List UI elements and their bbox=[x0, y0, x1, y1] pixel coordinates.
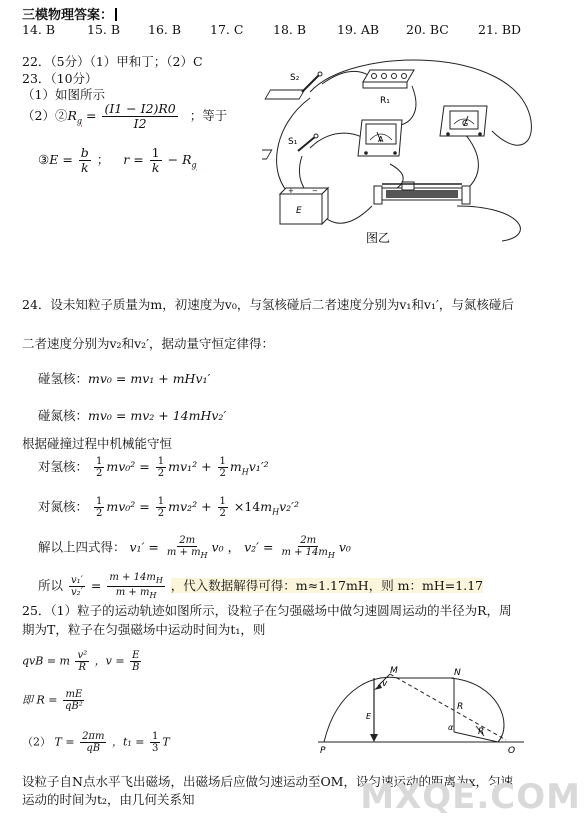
q24-solution: 解以上四式得： v₁′ = $\frac{2m}{m + m_H}$ v₀ ， v₂′ = $\frac{2m}{m + 14m_H}$ v₀ bbox=[38, 535, 351, 560]
svg-text:+: + bbox=[288, 187, 294, 195]
q24-n-momentum: 碰氮核：mv₀ = mv₂ + 14mHv₂′ bbox=[38, 408, 227, 423]
answer-15: 15. B bbox=[87, 22, 121, 37]
label-e-field: E bbox=[366, 712, 372, 721]
r-fraction: $\frac{1}{k}$ bbox=[151, 145, 160, 175]
label-n: N bbox=[454, 668, 461, 678]
radius-2 bbox=[454, 732, 498, 742]
answer-19: 19. AB bbox=[337, 22, 380, 37]
q25-eq3: （2） T = $\frac{2\pi m}{qB}$ ，t₁ = $\frac{1}{3}$ T bbox=[22, 731, 170, 754]
q24-energy-heading: 根据碰撞过程中机械能守恒 bbox=[22, 436, 173, 451]
answer-14: 14. B bbox=[22, 22, 56, 37]
label-v: v bbox=[382, 679, 388, 689]
q25-last2: 运动的时间为t₂，由几何关系知 bbox=[22, 792, 195, 807]
q23-part2-rg: $(2)②R_g$ = $\frac{(I1 - I2)R0}{I2}$ ；等于 bbox=[22, 101, 228, 131]
wire-bottom-right bbox=[457, 206, 520, 241]
q23-heading: 23．（10分） bbox=[22, 71, 98, 86]
label-o: O bbox=[508, 746, 516, 756]
q23-part1: （1）如图所示 bbox=[22, 87, 105, 102]
q24-h-momentum: 碰氢核：mv₀ = mv₁ + mHv₁′ bbox=[38, 371, 211, 386]
label-s1: S₁ bbox=[288, 137, 298, 147]
q24-ratio: 所以 $\frac{\text{v₁′}}{\text{v₂′}}$ = $\frac{m + 14m_H}{m + m_H}$ ，代入数据解得可得：m≈1.17mH，则 m：mH=1.17 bbox=[38, 572, 484, 600]
q25-last1: 设粒子自N点水平飞出磁场，出磁场后应做匀速运动至OM，设匀速运动的距离为x，匀速 bbox=[22, 774, 514, 789]
q24-result: ，代入数据解得可得：m≈1.17mH，则 m：mH=1.17 bbox=[170, 577, 484, 593]
q25-line2: 期为T，粒子在匀强磁场中运动时间为t₁，则 bbox=[22, 622, 266, 637]
q23-part3-e: ③E = $\frac{b}{k}$ ； r = $\frac{1}{k}$ − $R_g$ bbox=[38, 145, 197, 175]
label-r-upper: R bbox=[457, 702, 464, 712]
page-title: 三模物理答案： bbox=[22, 4, 117, 23]
wire-s1-battery bbox=[299, 156, 304, 188]
answer-20: 20. BC bbox=[406, 22, 449, 37]
label-alpha: α bbox=[448, 723, 454, 732]
q25-eq2: 即 R = $\frac{mE}{\text{qB²}}$ bbox=[22, 689, 83, 712]
battery-e bbox=[280, 187, 328, 224]
q24-line2: 二者速度分别为v₂和v₂′，据动量守恒定律得： bbox=[22, 336, 274, 351]
e-fraction: $\frac{b}{k}$ bbox=[80, 145, 89, 175]
q25-line1: 25．（1）粒子的运动轨迹如图所示，设粒子在匀强磁场中做匀速圆周运动的半径为R，周 bbox=[22, 603, 512, 618]
wire-a-rheo bbox=[390, 164, 403, 191]
answer-21: 21. BD bbox=[478, 22, 522, 37]
wire-left bbox=[277, 98, 310, 196]
q24-n-energy: 对氮核： $\frac{1}{2}$ mv₀² = $\frac{1}{2}$ mv₂² + $\frac{1}{2}$ $\times 14m_Hv_2'^2$ bbox=[38, 496, 300, 519]
q22-answer: 22．（5分）（1）甲和丁；（2）C bbox=[22, 54, 203, 69]
label-p: P bbox=[320, 746, 326, 756]
rheostat bbox=[374, 182, 470, 204]
label-g: G bbox=[462, 119, 469, 128]
q24-line1: 24．设未知粒子质量为m，初速度为v₀，与氢核碰后二者速度分别为v₁和v₁′，与氮核碰后 bbox=[22, 297, 514, 312]
trajectory-diagram bbox=[318, 664, 528, 756]
q25-eq1: qvB = m $\frac{\text{v²}}{R}$ ，v = $\frac{E}{B}$ bbox=[22, 650, 140, 673]
label-a: A bbox=[378, 135, 384, 144]
svg-text:−: − bbox=[312, 187, 318, 195]
label-m: M bbox=[390, 666, 398, 676]
answer-16: 16. B bbox=[148, 22, 182, 37]
rg-symbol: $R_g$ bbox=[67, 107, 82, 126]
label-e: E bbox=[296, 206, 302, 216]
answer-17: 17. C bbox=[210, 22, 244, 37]
answer-18: 18. B bbox=[273, 22, 307, 37]
resistance-box-r1 bbox=[363, 70, 414, 88]
circuit-diagram bbox=[262, 56, 562, 252]
figure-caption: 图乙 bbox=[366, 231, 391, 245]
watermark: MXQE.COM bbox=[360, 777, 581, 817]
e-arrow-head bbox=[370, 734, 378, 742]
v-arrow-head bbox=[374, 684, 382, 690]
label-r-lower: R bbox=[478, 727, 485, 737]
q24-h-energy: 对氢核： $\frac{1}{2}$ mv₀² = $\frac{1}{2}$ mv₁² + $\frac{1}{2}$ $m_Hv_1'^2$ bbox=[38, 456, 269, 479]
label-s2: S₂ bbox=[290, 73, 300, 83]
label-r1: R₁ bbox=[380, 96, 390, 106]
rg-fraction: $\frac{(I1 - I2)R0}{I2}$ bbox=[104, 101, 176, 131]
text-cursor bbox=[115, 8, 117, 21]
